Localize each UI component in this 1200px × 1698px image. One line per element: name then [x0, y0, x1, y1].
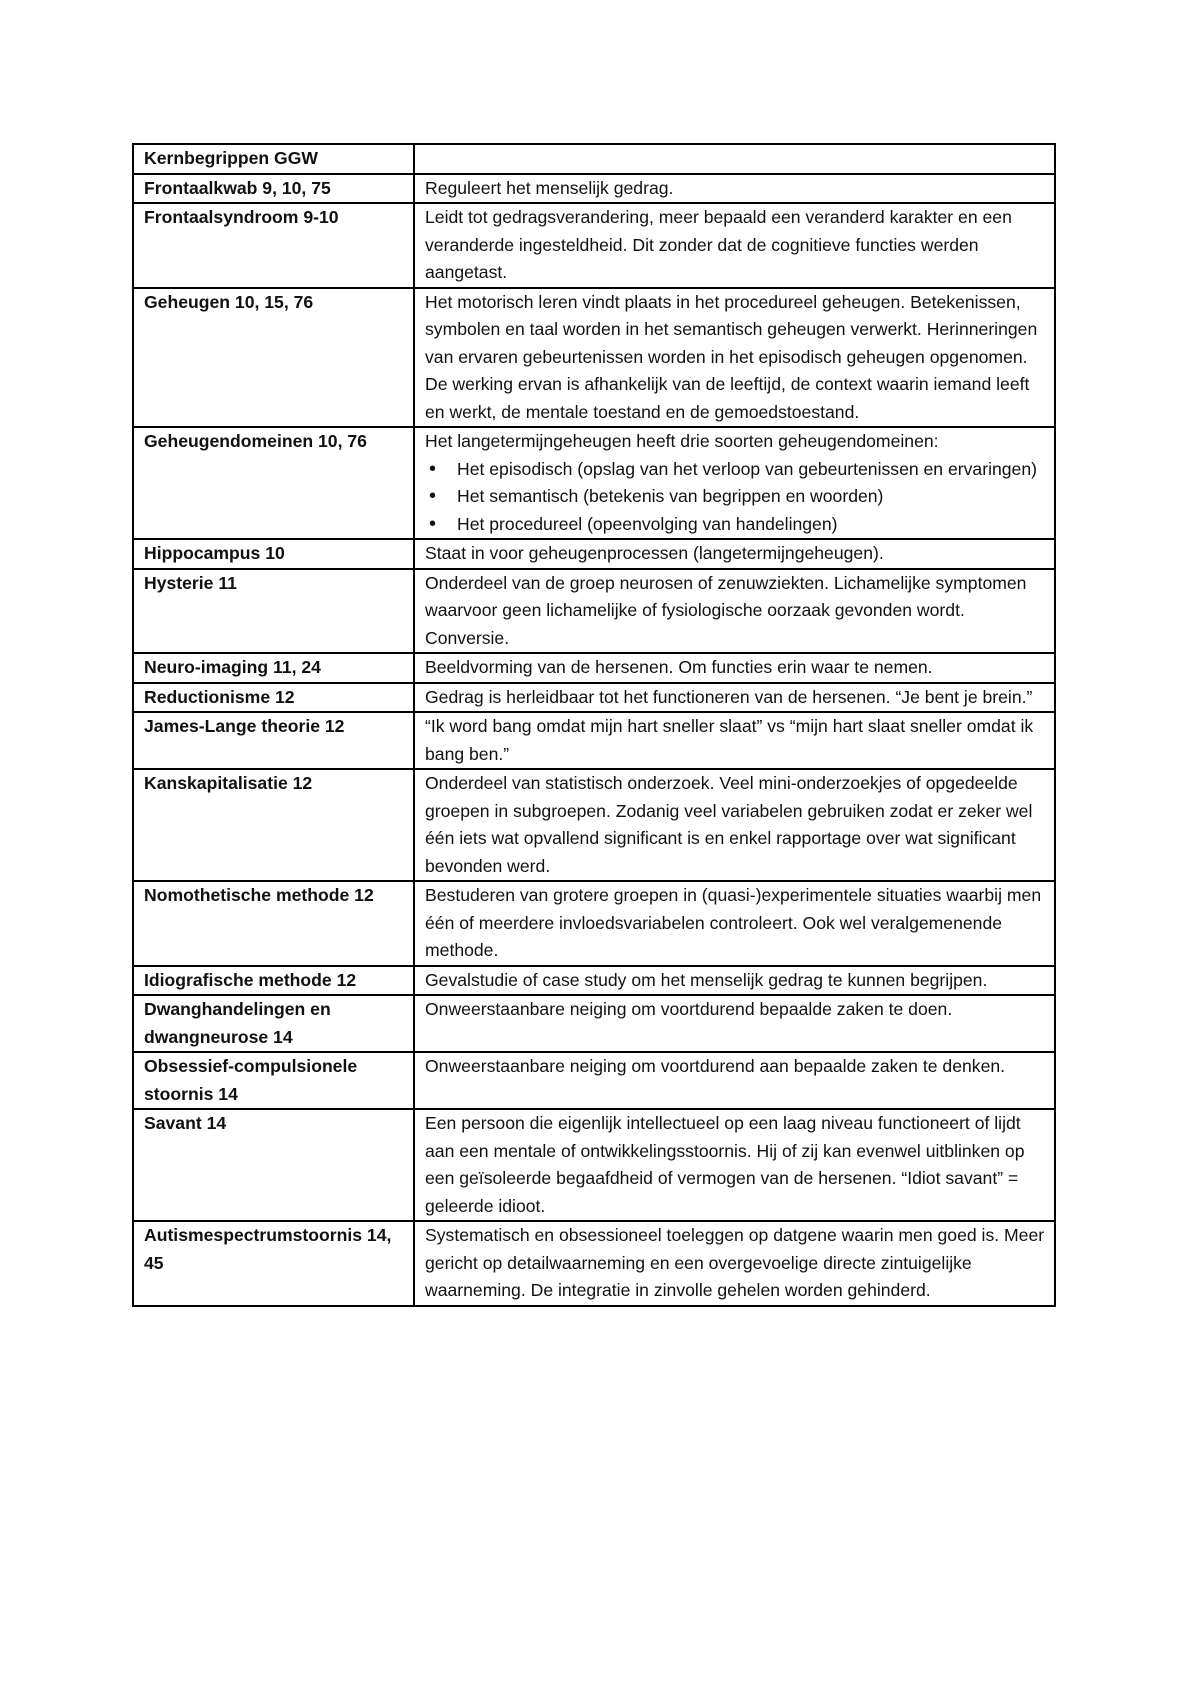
definition-cell [414, 1052, 1055, 1109]
definition-paragraph: Onweerstaanbare neiging om voortdurend bepaalde zaken te doen. [425, 999, 953, 1019]
glossary-table [132, 143, 1056, 1307]
term-cell: Reductionisme 12 [133, 683, 414, 713]
table-row [133, 769, 1055, 881]
table-header-empty [414, 144, 1055, 174]
definition-paragraph: Onderdeel van de groep neurosen of zenuwziekten. Lichamelijke symptomen waarvoor geen lichamelijke of fysiologische oorzaak gevonden wordt. Conversie. [425, 572, 1027, 648]
table-row [133, 683, 1055, 713]
definition-paragraph: Onderdeel van statistisch onderzoek. Veel mini-onderzoekjes of opgedeelde groepen in subgroepen. Zodanig veel variabelen gebruiken zodat er zeker wel één iets wat opvallend significant is en enkel rapportage over wat significant bevonden werd. [425, 773, 1033, 876]
term-cell: Hysterie 11 [133, 569, 414, 654]
definition-paragraph: “Ik word bang omdat mijn hart sneller slaat” vs “mijn hart slaat sneller omdat ik bang ben.” [425, 716, 1034, 764]
table-row [133, 427, 1055, 539]
term-cell: Frontaalsyndroom 9-10 [133, 203, 414, 288]
table-row [133, 881, 1055, 966]
definition-paragraph: Gedrag is herleidbaar tot het functioneren van de hersenen. “Je bent je brein.” [425, 686, 1033, 707]
definition-paragraph: Systematisch en obsessioneel toeleggen op datgene waarin men goed is. Meer gericht op detailwaarneming en een overgevoelige directe zintuigelijke waarneming. De integratie in zinvolle gehelen worden gehinderd. [425, 1225, 1045, 1300]
term-cell: Hippocampus 10 [133, 539, 414, 569]
definition-cell [414, 569, 1055, 654]
definition-paragraph: Bestuderen van grotere groepen in (quasi-)experimentele situaties waarbij men één of meerdere invloedsvariabelen controleert. Ook wel veralgemenende methode. [425, 885, 1042, 960]
definition-cell [414, 966, 1055, 996]
definition-paragraph: Het motorisch leren vindt plaats in het procedureel geheugen. Betekenissen, symbolen en taal worden in het semantisch geheugen verwerkt. Herinneringen van ervaren gebeurtenissen worden in het episodisch geheugen opgenomen. [425, 291, 1038, 367]
glossary-body [133, 144, 1055, 1306]
term-cell: James-Lange theorie 12 [133, 712, 414, 769]
term-cell: Autismespectrumstoornis 14, 45 [133, 1221, 414, 1306]
table-row [133, 569, 1055, 654]
term-cell: Dwanghandelingen en dwangneurose 14 [133, 995, 414, 1052]
definition-paragraph: Leidt tot gedragsverandering, meer bepaald een veranderd karakter en een veranderde ingesteldheid. Dit zonder dat de cognitieve functies werden aangetast. [425, 207, 1012, 282]
definition-cell [414, 427, 1055, 539]
definition-paragraph: Het langetermijngeheugen heeft drie soorten geheugendomeinen: [425, 431, 939, 451]
term-cell: Frontaalkwab 9, 10, 75 [133, 174, 414, 204]
table-row [133, 174, 1055, 204]
table-row [133, 1221, 1055, 1306]
term-cell: Savant 14 [133, 1109, 414, 1221]
definition-cell [414, 1221, 1055, 1306]
table-row [133, 995, 1055, 1052]
table-row [133, 539, 1055, 569]
bullet-item: • Het semantisch (betekenis van begrippen en woorden) [457, 483, 1046, 511]
definition-cell [414, 881, 1055, 966]
term-cell: Geheugen 10, 15, 76 [133, 288, 414, 428]
definition-cell [414, 539, 1055, 569]
table-row [133, 712, 1055, 769]
bullet-item: • Het episodisch (opslag van het verloop van gebeurtenissen en ervaringen) [457, 456, 1046, 484]
definition-paragraph: Gevalstudie of case study om het menselijk gedrag te kunnen begrijpen. [425, 969, 988, 990]
definition-cell [414, 769, 1055, 881]
definition-cell [414, 1109, 1055, 1221]
table-row [133, 653, 1055, 683]
definition-cell [414, 712, 1055, 769]
definition-cell [414, 995, 1055, 1052]
bullet-list [425, 456, 1046, 539]
term-cell: Obsessief-compulsionele stoornis 14 [133, 1052, 414, 1109]
definition-cell [414, 174, 1055, 204]
definition-cell [414, 288, 1055, 428]
term-cell: Neuro-imaging 11, 24 [133, 653, 414, 683]
definition-cell [414, 653, 1055, 683]
table-row [133, 203, 1055, 288]
definition-cell [414, 203, 1055, 288]
table-title: Kernbegrippen GGW [133, 144, 414, 174]
definition-paragraph: De werking ervan is afhankelijk van de leeftijd, de context waarin iemand leeft en werkt, de mentale toestand en de gemoedstoestand. [425, 374, 1030, 422]
term-cell: Idiografische methode 12 [133, 966, 414, 996]
definition-paragraph: Beeldvorming van de hersenen. Om functies erin waar te nemen. [425, 657, 933, 677]
definition-paragraph: Een persoon die eigenlijk intellectueel op een laag niveau functioneert of lijdt aan een mentale of ontwikkelingsstoornis. Hij of zij kan evenwel uitblinken op een geïsoleerde begaafdheid of vermogen van de hersenen. “Idiot savant” = geleerde idioot. [425, 1113, 1025, 1216]
term-cell: Nomothetische methode 12 [133, 881, 414, 966]
bullet-item: • Het procedureel (opeenvolging van handelingen) [457, 511, 1046, 539]
term-cell: Geheugendomeinen 10, 76 [133, 427, 414, 539]
table-row [133, 288, 1055, 428]
definition-paragraph: Reguleert het menselijk gedrag. [425, 177, 674, 198]
table-row [133, 1052, 1055, 1109]
table-header-row [133, 144, 1055, 174]
table-row [133, 966, 1055, 996]
definition-cell [414, 683, 1055, 713]
definition-paragraph: Onweerstaanbare neiging om voortdurend aan bepaalde zaken te denken. [425, 1056, 1006, 1076]
table-row [133, 1109, 1055, 1221]
term-cell: Kanskapitalisatie 12 [133, 769, 414, 881]
definition-paragraph: Staat in voor geheugenprocessen (langetermijngeheugen). [425, 543, 884, 563]
